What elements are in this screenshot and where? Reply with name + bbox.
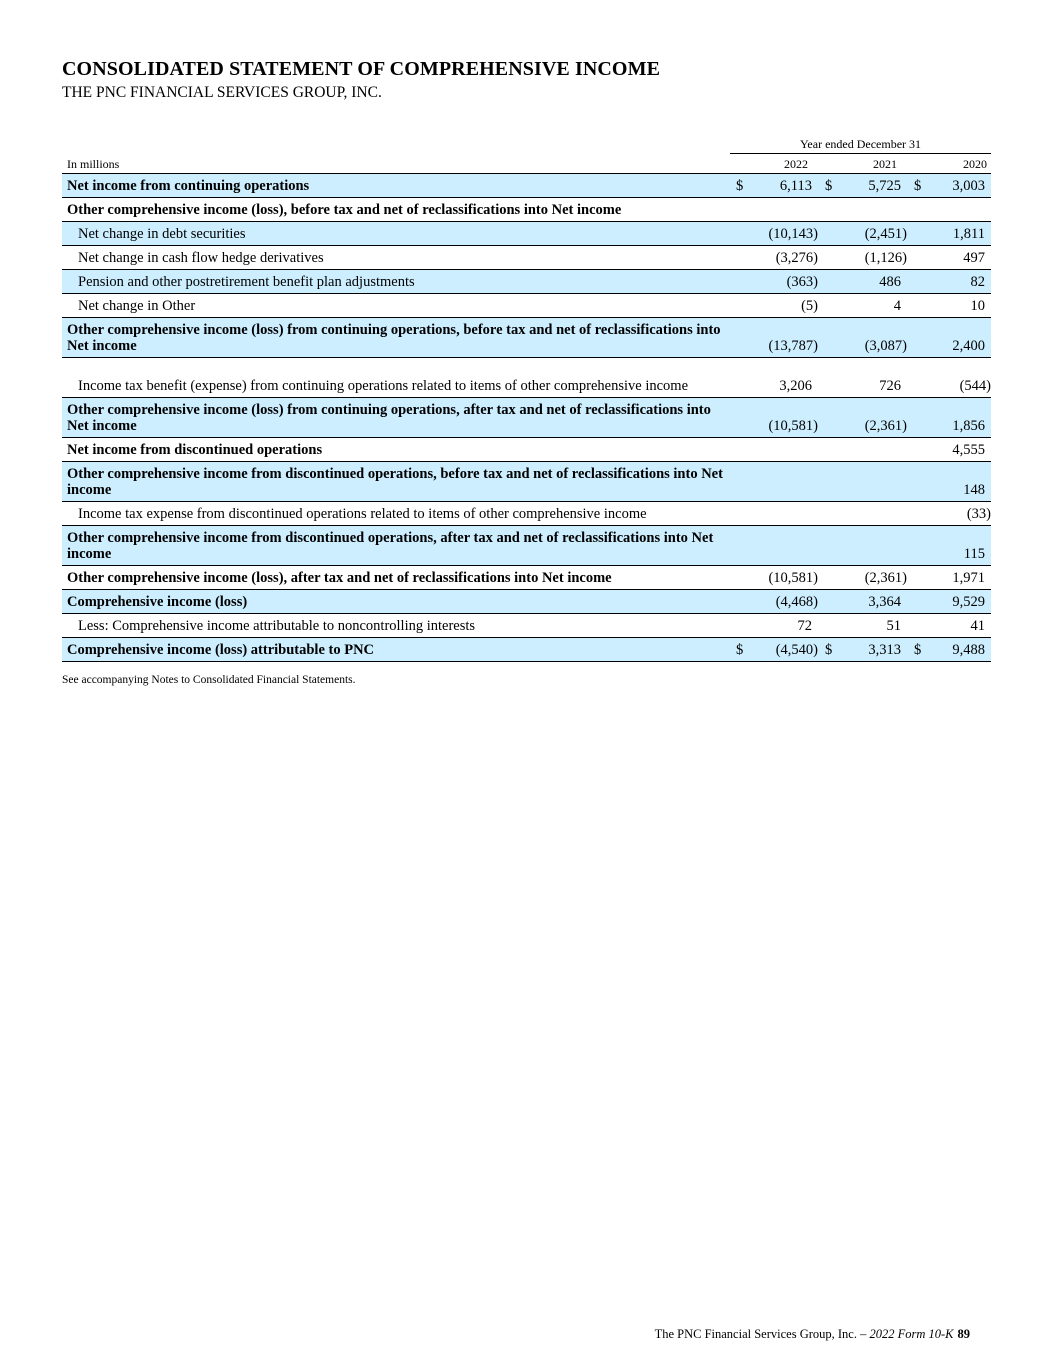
currency-symbol: $ (825, 642, 833, 658)
row-label: Net income from continuing operations (67, 178, 310, 194)
table-row (62, 246, 991, 270)
value-2022: 3,206 (779, 378, 812, 394)
footnote: See accompanying Notes to Consolidated Financial Statements. (62, 674, 356, 686)
currency-symbol: $ (914, 642, 922, 658)
table-row (62, 318, 991, 358)
page-footer (655, 1327, 970, 1342)
table-row (62, 502, 991, 526)
table-row (62, 526, 991, 566)
table-row (62, 638, 991, 662)
currency-symbol: $ (914, 178, 922, 194)
value-2020: 115 (963, 546, 985, 562)
table-row (62, 398, 991, 438)
value-2020: 9,488 (952, 642, 985, 658)
table-row (62, 462, 991, 502)
row-label: Other comprehensive income (loss) from continuing operations, before tax and net of reclassifications into Net income (67, 322, 721, 354)
value-2022: (10,581) (768, 570, 818, 586)
table-row (62, 174, 991, 198)
row-label: Less: Comprehensive income attributable to noncontrolling interests (78, 618, 476, 634)
value-2021: 3,364 (868, 594, 901, 610)
value-2022: 72 (797, 618, 812, 634)
row-label: Comprehensive income (loss) (67, 594, 248, 610)
value-2022: (10,581) (768, 418, 818, 434)
row-label: Net income from discontinued operations (67, 442, 323, 458)
row-label: Other comprehensive income (loss) from continuing operations, after tax and net of reclassifications into Net income (67, 402, 711, 434)
value-2020: 1,856 (952, 418, 985, 434)
table-row (62, 270, 991, 294)
statement-title: CONSOLIDATED STATEMENT OF COMPREHENSIVE INCOME (62, 58, 661, 80)
period-rule (730, 153, 991, 154)
row-label: Income tax benefit (expense) from continuing operations related to items of other comprehensive income (78, 378, 688, 394)
table-row (62, 614, 991, 638)
footer-company: The PNC Financial Services Group, Inc. – (654, 1327, 870, 1341)
table-row (62, 294, 991, 318)
value-2021: (2,451) (864, 226, 907, 242)
value-2021: (1,126) (864, 250, 907, 266)
footer-form: 2022 Form 10-K (869, 1327, 954, 1341)
value-2022: (13,787) (768, 338, 818, 354)
value-2020: 1,971 (952, 570, 985, 586)
unit-label: In millions (67, 157, 120, 171)
value-2020: 3,003 (952, 178, 985, 194)
value-2022: (363) (786, 274, 818, 290)
value-2022: (3,276) (775, 250, 818, 266)
value-2020: 9,529 (952, 594, 985, 610)
value-2021: (2,361) (864, 570, 907, 586)
value-2022: 6,113 (779, 178, 812, 194)
row-label: Net change in Other (78, 298, 196, 314)
row-label: Income tax expense from discontinued operations related to items of other comprehensive income (78, 506, 647, 522)
currency-symbol: $ (825, 178, 833, 194)
value-2020: (544) (959, 378, 991, 394)
value-2020: (33) (966, 506, 991, 522)
value-2022: (4,540) (775, 642, 818, 658)
value-2021: 3,313 (868, 642, 901, 658)
value-2021: 4 (893, 298, 901, 314)
value-2020: 2,400 (952, 338, 985, 354)
value-2020: 41 (970, 618, 985, 634)
currency-symbol: $ (736, 642, 744, 658)
value-2021: (2,361) (864, 418, 907, 434)
table-row (62, 566, 991, 590)
row-label: Pension and other postretirement benefit plan adjustments (78, 274, 415, 290)
row-label: Comprehensive income (loss) attributable to PNC (67, 642, 375, 658)
period-header: Year ended December 31 (799, 137, 922, 151)
value-2022: (4,468) (775, 594, 818, 610)
value-2020: 497 (963, 250, 985, 266)
value-2020: 148 (963, 482, 985, 498)
row-label: Other comprehensive income from discontinued operations, before tax and net of reclassifications into Net income (67, 466, 723, 498)
value-2020: 1,811 (952, 226, 985, 242)
row-label: Other comprehensive income from discontinued operations, after tax and net of reclassifications into Net income (67, 530, 714, 562)
value-2021: 51 (886, 618, 901, 634)
company-name: THE PNC FINANCIAL SERVICES GROUP, INC. (62, 84, 382, 101)
value-2020: 82 (970, 274, 985, 290)
table-row (62, 222, 991, 246)
row-label: Net change in cash flow hedge derivatives (78, 250, 324, 266)
row-label: Other comprehensive income (loss), before tax and net of reclassifications into Net income (67, 202, 622, 218)
value-2022: (5) (801, 298, 818, 314)
value-2021: 486 (879, 274, 901, 290)
table-row (62, 198, 991, 222)
value-2021: 726 (879, 378, 901, 394)
table-row (62, 438, 991, 462)
value-2020: 10 (970, 298, 985, 314)
currency-symbol: $ (736, 178, 744, 194)
table-row (62, 590, 991, 614)
value-2021: 5,725 (868, 178, 901, 194)
statement-table (62, 174, 991, 662)
year-header-2022: 2022 (784, 157, 808, 171)
year-header-2020: 2020 (963, 157, 987, 171)
value-2022: (10,143) (768, 226, 818, 242)
row-label: Net change in debt securities (78, 226, 246, 242)
value-2020: 4,555 (952, 442, 985, 458)
row-label: Other comprehensive income (loss), after tax and net of reclassifications into Net income (67, 570, 612, 586)
value-2021: (3,087) (864, 338, 907, 354)
table-row (62, 358, 991, 398)
page-number: 89 (957, 1327, 970, 1341)
year-header-2021: 2021 (873, 157, 897, 171)
